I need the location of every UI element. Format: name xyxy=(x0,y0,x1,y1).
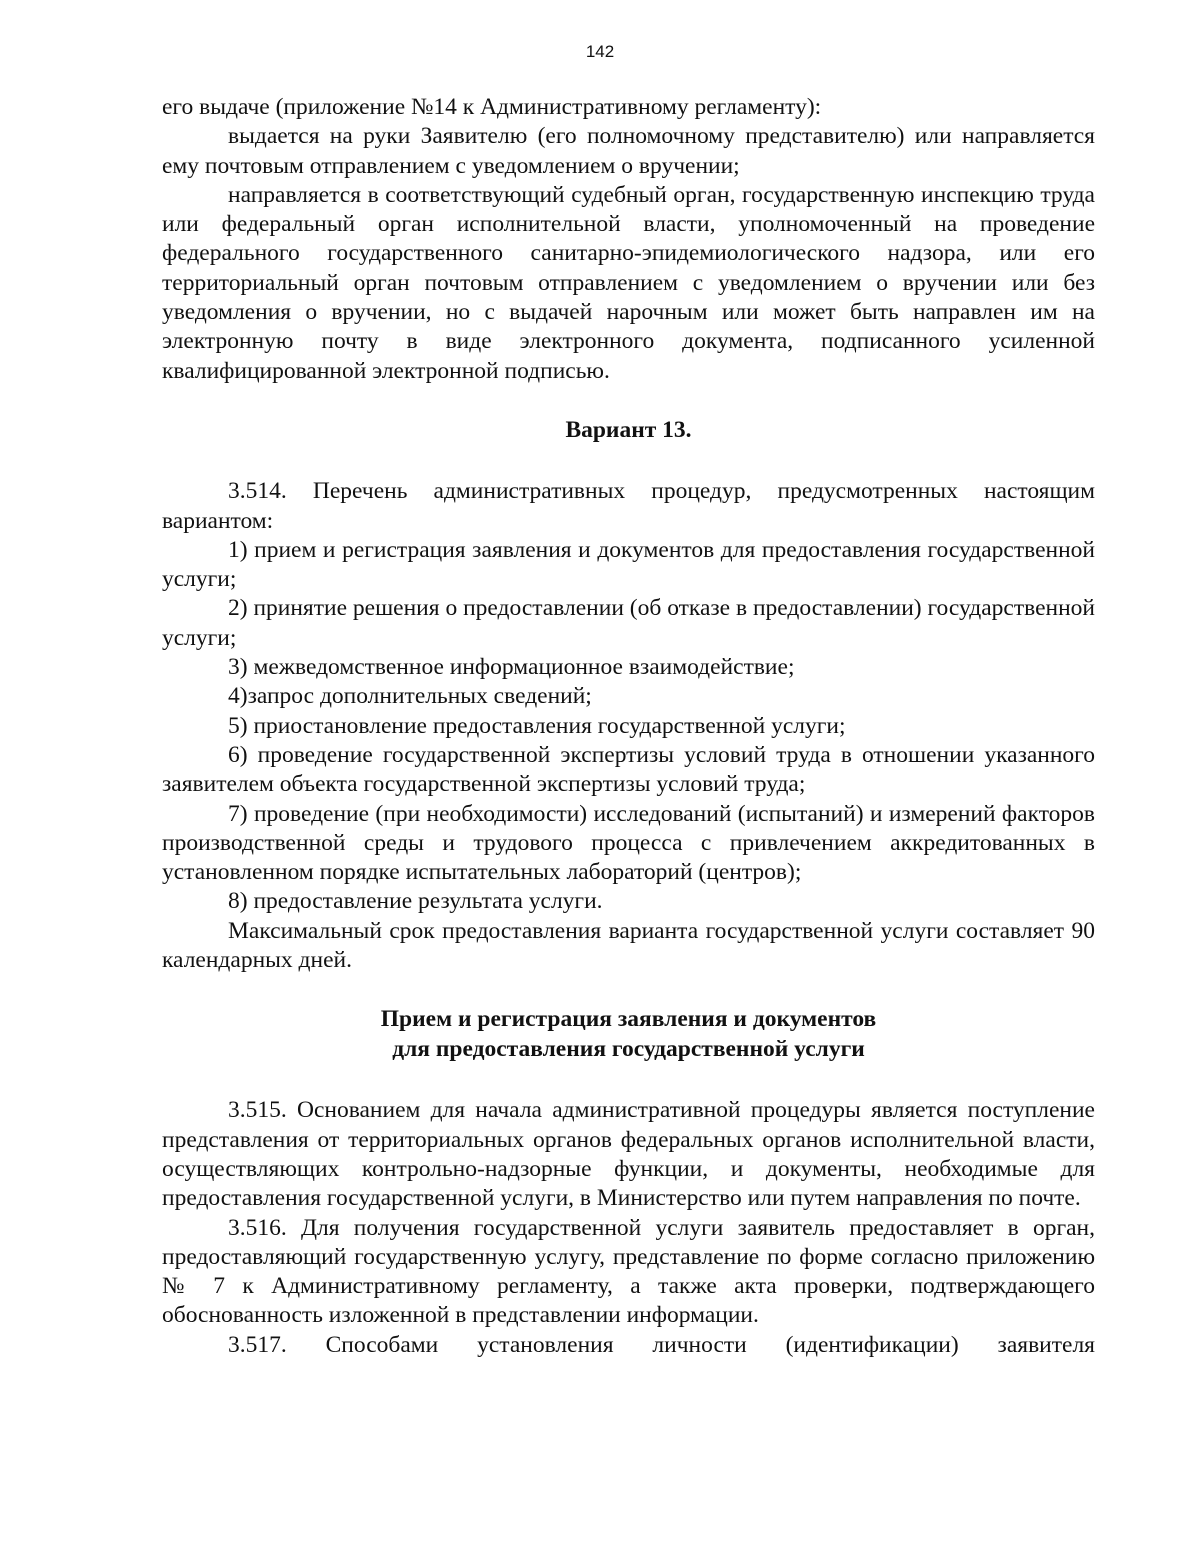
list-item: 7) проведение (при необходимости) исследований (испытаний) и измерений факторов производственной среды и трудового процесса с привлечением аккредитованных в установленном порядке испытательных лабораторий (центров); xyxy=(162,800,1095,886)
paragraph: 3.516. Для получения государственной услуги заявитель предоставляет в орган, предоставляющий государственную услугу, представление по форме согласно приложению № 7 к Административному регламенту, а также акта проверки, подтверждающего обоснованность изложенной в представлении информации. xyxy=(162,1214,1095,1329)
paragraph: его выдаче (приложение №14 к Административному регламенту): xyxy=(162,94,822,120)
paragraph-cut-off: 3.517. Способами установления личности (идентификации) заявителя xyxy=(228,1331,1095,1358)
list-item: 5) приостановление предоставления государственной услуги; xyxy=(228,712,846,739)
list-item: 4)запрос дополнительных сведений; xyxy=(228,683,592,710)
section-heading-variant: Вариант 13. xyxy=(565,416,692,443)
page-number: 142 xyxy=(585,42,615,61)
paragraph: 3.515. Основанием для начала административной процедуры является поступление представления от территориальных органов федеральных органов исполнительной власти, осуществляющих контрольно-надзорные функции, и документы, необходимые для предоставления государственной услуги, в Министерство или путем направления по почте. xyxy=(162,1097,1095,1212)
paragraph: выдается на руки Заявителю (его полномочному представителю) или направляется ему почтовым отправлением с уведомлением о вручении; xyxy=(162,123,1095,179)
max-term-paragraph: Максимальный срок предоставления варианта государственной услуги составляет 90 календарных дней. xyxy=(162,917,1095,974)
list-item: 8) предоставление результата услуги. xyxy=(228,888,603,915)
list-item: 6) проведение государственной экспертизы условий труда в отношении указанного заявителем объекта государственной экспертизы условий труда; xyxy=(162,741,1095,798)
section-heading-reception xyxy=(162,1005,1095,1064)
heading-line: для предоставления государственной услуги xyxy=(392,1035,865,1062)
document-body xyxy=(162,93,1095,1360)
list-item: 2) принятие решения о предоставлении (об отказе в предоставлении) государственной услуги; xyxy=(162,595,1095,651)
list-item: 1) прием и регистрация заявления и документов для предоставления государственной услуги; xyxy=(162,536,1095,593)
heading-line: Прием и регистрация заявления и документов xyxy=(380,1006,877,1033)
paragraph: направляется в соответствующий судебный орган, государственную инспекцию труда или федеральный орган исполнительной власти, уполномоченный на проведение федерального государственного санитарно-эпидемиологического надзора, или его территориальный орган почтовым отправлением с уведомлением о вручении или без уведомления о вручении, но с выдачей нарочным или может быть направлен им на электронную почту в виде электронного документа, подписанного усиленной квалифицированной электронной подписью. xyxy=(162,181,1095,384)
list-intro: 3.514. Перечень административных процедур, предусмотренных настоящим вариантом: xyxy=(162,478,1095,534)
list-item: 3) межведомственное информационное взаимодействие; xyxy=(228,654,795,681)
